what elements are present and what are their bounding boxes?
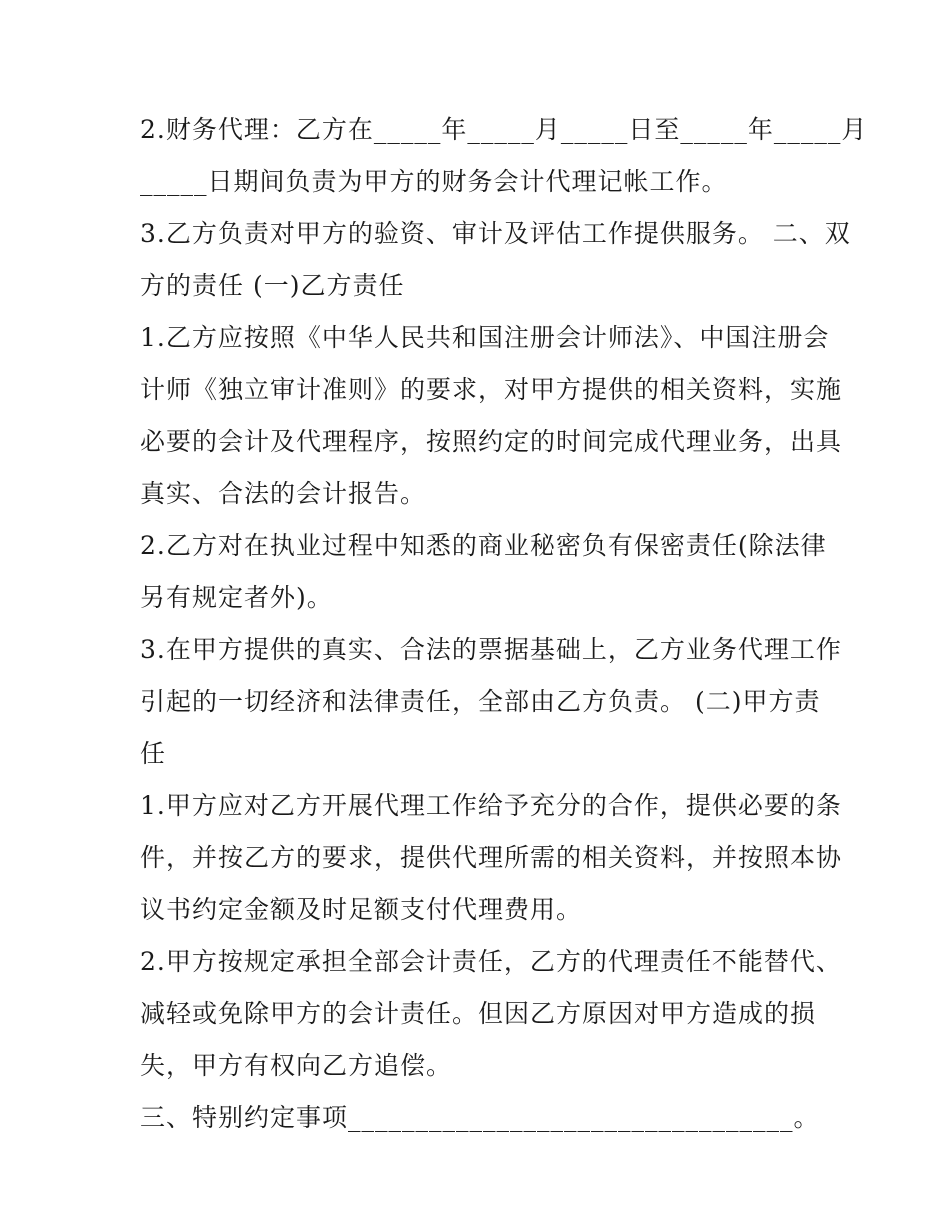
text-line: 三、特别约定事项_________________________________。 — [140, 1103, 820, 1132]
text-line: 3.乙方负责对甲方的验资、审计及评估工作提供服务。 二、双 — [140, 219, 851, 248]
text-line: 2.财务代理：乙方在_____年_____月_____日至_____年_____月 — [140, 115, 868, 144]
text-line: 减轻或免除甲方的会计责任。但因乙方原因对甲方造成的损 — [140, 999, 817, 1028]
text-line: 1.乙方应按照《中华人民共和国注册会计师法》、中国注册会 — [140, 323, 830, 352]
text-line: 方的责任 (一)乙方责任 — [140, 271, 405, 300]
text-line: 引起的一切经济和法律责任，全部由乙方负责。 (二)甲方责 — [140, 687, 821, 716]
text-line: 计师《独立审计准则》的要求，对甲方提供的相关资料，实施 — [140, 375, 843, 404]
text-line: 另有规定者外)。 — [140, 583, 333, 612]
document-body — [140, 104, 868, 1144]
text-line: _____日期间负责为甲方的财务会计代理记帐工作。 — [140, 167, 728, 196]
text-line: 2.甲方按规定承担全部会计责任，乙方的代理责任不能替代、 — [140, 947, 842, 976]
text-line: 任 — [140, 739, 167, 768]
text-line: 1.甲方应对乙方开展代理工作给予充分的合作，提供必要的条 — [140, 791, 842, 820]
text-line: 件，并按乙方的要求，提供代理所需的相关资料，并按照本协 — [140, 843, 843, 872]
text-line: 必要的会计及代理程序，按照约定的时间完成代理业务，出具 — [140, 427, 843, 456]
text-line: 议书约定金额及时足额支付代理费用。 — [140, 895, 583, 924]
text-line: 失，甲方有权向乙方追偿。 — [140, 1051, 453, 1080]
text-line: 3.在甲方提供的真实、合法的票据基础上，乙方业务代理工作 — [140, 635, 842, 664]
text-line: 2.乙方对在执业过程中知悉的商业秘密负有保密责任(除法律 — [140, 531, 827, 560]
text-line: 真实、合法的会计报告。 — [140, 479, 427, 508]
